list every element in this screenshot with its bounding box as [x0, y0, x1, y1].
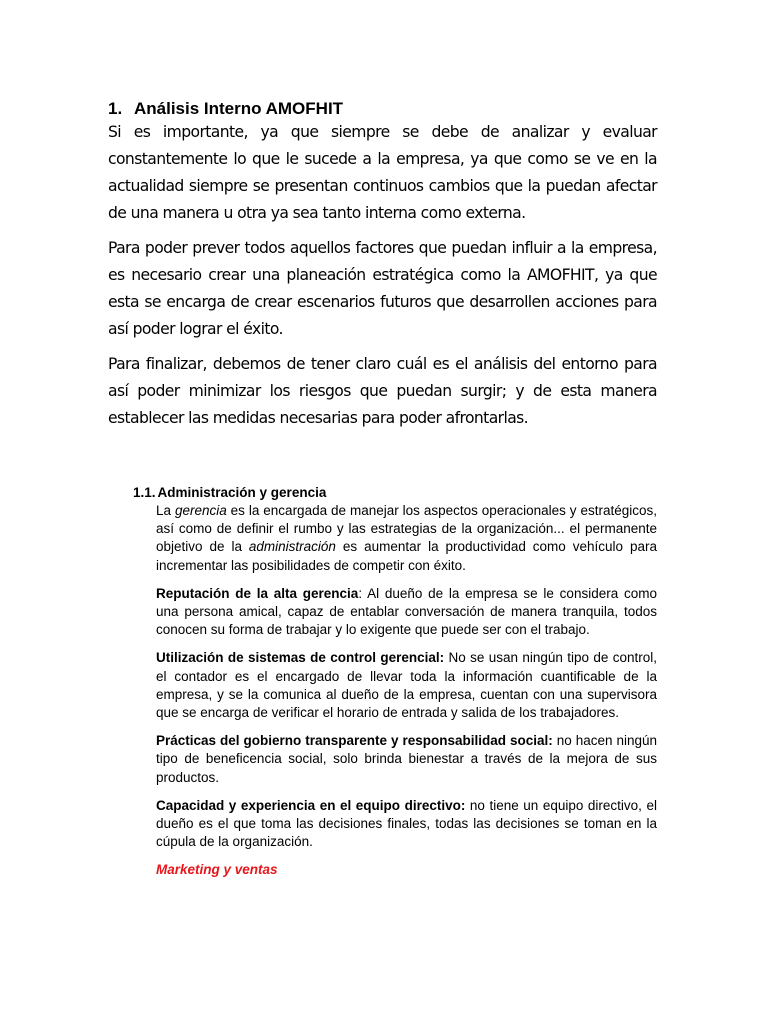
- criterion-paragraph: [156, 585, 657, 640]
- criterion-term: Prácticas del gobierno transparente y responsabilidad social:: [156, 733, 553, 749]
- criterion-text: No se usan ningún tipo de control, el contador es el encargado de llevar toda la información cuantificable de la empresa, y se la comunica al dueño de la empresa, cuentan con una supervisora que se encarga de verificar el horario de entrada y salida de los trabajadores.: [156, 650, 657, 721]
- text-run: La: [156, 503, 175, 518]
- definition-paragraph: [156, 502, 657, 575]
- text-run: es la encargada de manejar los aspectos operacionales y estratégicos, así como de definir el rumbo y las estrategias de la organización... el permanente objetivo de la: [156, 503, 657, 555]
- term-gerencia: gerencia: [174, 503, 227, 518]
- subsection-number: 1.1.: [133, 485, 156, 500]
- marketing-heading: Marketing y ventas: [156, 862, 278, 878]
- separator: :: [358, 585, 368, 601]
- term-administracion: administración: [248, 539, 336, 555]
- text-run: es aumentar la productividad como vehículo para incrementar las posibilidades de competir con éxito.: [156, 539, 657, 573]
- intro-paragraph: Para finalizar, debemos de tener claro cuál es el análisis del entorno para así poder minimizar los riesgos que puedan surgir; y de esta manera establecer las medidas necesarias para poder afrontarlas.: [108, 355, 657, 427]
- criterion-term: Capacidad y experiencia en el equipo directivo:: [156, 797, 466, 813]
- subsection-body: [156, 502, 657, 880]
- intro-text: [108, 119, 657, 440]
- criterion-paragraph: [156, 732, 657, 787]
- intro-paragraph: Para poder prever todos aquellos factores que puedan influir a la empresa, es necesario crear una planeación estratégica como la AMOFHIT, ya que esta se encarga de crear escenarios futuros que desarrollen acciones para así poder lograr el éxito.: [108, 239, 657, 338]
- criterion-term: Utilización de sistemas de control gerencial:: [156, 650, 445, 666]
- criterion-text: no hacen ningún tipo de beneficencia social, solo brinda bienestar a través de la mejora de sus productos.: [156, 733, 657, 785]
- intro-paragraph: Si es importante, ya que siempre se debe de analizar y evaluar constantemente lo que le sucede a la empresa, ya que como se ve en la actualidad siempre se presentan continuos cambios que la puedan afectar de una manera u otra ya sea tanto interna como externa.: [108, 123, 657, 222]
- criterion-text: Al dueño de la empresa se le considera como una persona amical, capaz de entablar conversación de manera tranquila, todos conocen su forma de trabajar y lo exigente que puede ser con el trabajo.: [156, 585, 657, 638]
- heading-number: 1.: [108, 99, 123, 118]
- section-heading: [108, 98, 343, 120]
- heading-title: Análisis Interno AMOFHIT: [134, 99, 344, 118]
- criterion-paragraph: [156, 649, 657, 722]
- subsection-title: Administración y gerencia: [157, 485, 327, 500]
- criterion-paragraph: [156, 797, 657, 852]
- subsection-heading: [133, 484, 326, 502]
- criterion-text: no tiene un equipo directivo, el dueño es el que toma las decisiones finales, todas las decisiones se toman en la cúpula de la organización.: [156, 797, 657, 850]
- criterion-term: Reputación de la alta gerencia: [156, 585, 359, 601]
